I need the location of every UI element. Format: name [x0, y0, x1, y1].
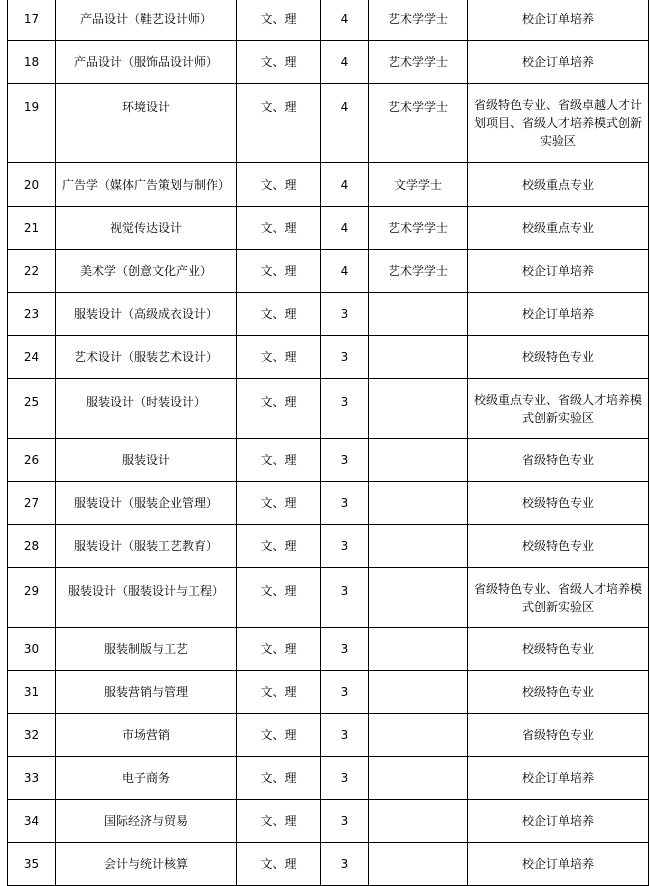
row-number: 17 — [8, 0, 56, 41]
major-name: 美术学（创意文化产业） — [56, 250, 237, 293]
degree-type — [369, 568, 468, 628]
table-row — [8, 163, 649, 207]
major-remarks: 校级特色专业 — [468, 336, 649, 379]
row-number: 35 — [8, 843, 56, 886]
study-years: 3 — [321, 293, 369, 336]
subject-type: 文、理 — [237, 379, 321, 439]
table-row — [8, 671, 649, 714]
major-name: 服装制版与工艺 — [56, 628, 237, 671]
major-name: 服装设计（服装企业管理） — [56, 482, 237, 525]
table-row — [8, 482, 649, 525]
study-years: 3 — [321, 843, 369, 886]
degree-type: 艺术学学士 — [369, 207, 468, 250]
table-row — [8, 568, 649, 628]
major-remarks: 校级特色专业 — [468, 671, 649, 714]
degree-type — [369, 439, 468, 482]
degree-type: 文学学士 — [369, 163, 468, 207]
degree-type — [369, 336, 468, 379]
degree-type: 艺术学学士 — [369, 41, 468, 84]
row-number: 33 — [8, 757, 56, 800]
study-years: 3 — [321, 482, 369, 525]
row-number: 32 — [8, 714, 56, 757]
table-row — [8, 843, 649, 886]
row-number: 20 — [8, 163, 56, 207]
row-number: 18 — [8, 41, 56, 84]
subject-type: 文、理 — [237, 163, 321, 207]
major-remarks: 省级特色专业、省级卓越人才计划项目、省级人才培养模式创新实验区 — [468, 84, 649, 163]
row-number: 21 — [8, 207, 56, 250]
table-row — [8, 379, 649, 439]
study-years: 4 — [321, 207, 369, 250]
subject-type: 文、理 — [237, 0, 321, 41]
table-row — [8, 250, 649, 293]
major-remarks: 省级特色专业、省级人才培养模式创新实验区 — [468, 568, 649, 628]
study-years: 3 — [321, 439, 369, 482]
subject-type: 文、理 — [237, 41, 321, 84]
major-name: 产品设计（鞋艺设计师） — [56, 0, 237, 41]
subject-type: 文、理 — [237, 628, 321, 671]
subject-type: 文、理 — [237, 757, 321, 800]
major-remarks: 校级重点专业 — [468, 163, 649, 207]
major-remarks: 校级特色专业 — [468, 525, 649, 568]
major-name: 广告学（媒体广告策划与制作） — [56, 163, 237, 207]
major-remarks: 校级特色专业 — [468, 482, 649, 525]
degree-type — [369, 628, 468, 671]
major-name: 服装设计（服装设计与工程） — [56, 568, 237, 628]
degree-type — [369, 757, 468, 800]
row-number: 34 — [8, 800, 56, 843]
study-years: 3 — [321, 757, 369, 800]
study-years: 3 — [321, 671, 369, 714]
major-remarks: 校级重点专业 — [468, 207, 649, 250]
degree-type — [369, 800, 468, 843]
major-remarks: 校企订单培养 — [468, 0, 649, 41]
majors-table — [7, 0, 649, 886]
row-number: 23 — [8, 293, 56, 336]
major-name: 艺术设计（服装艺术设计） — [56, 336, 237, 379]
subject-type: 文、理 — [237, 293, 321, 336]
major-name: 产品设计（服饰品设计师） — [56, 41, 237, 84]
subject-type: 文、理 — [237, 84, 321, 163]
major-name: 服装设计（高级成衣设计） — [56, 293, 237, 336]
row-number: 25 — [8, 379, 56, 439]
major-remarks: 省级特色专业 — [468, 439, 649, 482]
table-row — [8, 628, 649, 671]
major-remarks: 校企订单培养 — [468, 757, 649, 800]
subject-type: 文、理 — [237, 714, 321, 757]
degree-type — [369, 671, 468, 714]
table-row — [8, 439, 649, 482]
table-row — [8, 41, 649, 84]
major-name: 服装设计（时装设计） — [56, 379, 237, 439]
study-years: 3 — [321, 525, 369, 568]
major-remarks: 校级特色专业 — [468, 628, 649, 671]
subject-type: 文、理 — [237, 568, 321, 628]
subject-type: 文、理 — [237, 843, 321, 886]
major-remarks: 校企订单培养 — [468, 250, 649, 293]
subject-type: 文、理 — [237, 250, 321, 293]
table-row — [8, 525, 649, 568]
degree-type — [369, 293, 468, 336]
table-row — [8, 336, 649, 379]
study-years: 3 — [321, 800, 369, 843]
table-row — [8, 0, 649, 41]
degree-type — [369, 714, 468, 757]
major-name: 市场营销 — [56, 714, 237, 757]
table-row — [8, 714, 649, 757]
subject-type: 文、理 — [237, 482, 321, 525]
degree-type — [369, 379, 468, 439]
major-name: 会计与统计核算 — [56, 843, 237, 886]
table-row — [8, 84, 649, 163]
major-name: 国际经济与贸易 — [56, 800, 237, 843]
table-row — [8, 293, 649, 336]
degree-type — [369, 482, 468, 525]
major-remarks: 校企订单培养 — [468, 41, 649, 84]
row-number: 28 — [8, 525, 56, 568]
study-years: 3 — [321, 336, 369, 379]
major-name: 环境设计 — [56, 84, 237, 163]
subject-type: 文、理 — [237, 525, 321, 568]
row-number: 24 — [8, 336, 56, 379]
table-row — [8, 207, 649, 250]
major-name: 服装设计 — [56, 439, 237, 482]
table-row — [8, 757, 649, 800]
degree-type: 艺术学学士 — [369, 84, 468, 163]
degree-type: 艺术学学士 — [369, 250, 468, 293]
major-name: 视觉传达设计 — [56, 207, 237, 250]
major-remarks: 省级特色专业 — [468, 714, 649, 757]
major-name: 服装营销与管理 — [56, 671, 237, 714]
major-remarks: 校企订单培养 — [468, 800, 649, 843]
major-remarks: 校企订单培养 — [468, 293, 649, 336]
study-years: 3 — [321, 379, 369, 439]
degree-type — [369, 843, 468, 886]
major-remarks: 校级重点专业、省级人才培养模式创新实验区 — [468, 379, 649, 439]
row-number: 29 — [8, 568, 56, 628]
major-remarks: 校企订单培养 — [468, 843, 649, 886]
row-number: 19 — [8, 84, 56, 163]
major-name: 服装设计（服装工艺教育） — [56, 525, 237, 568]
subject-type: 文、理 — [237, 800, 321, 843]
study-years: 4 — [321, 84, 369, 163]
row-number: 22 — [8, 250, 56, 293]
study-years: 3 — [321, 714, 369, 757]
study-years: 3 — [321, 628, 369, 671]
degree-type — [369, 525, 468, 568]
study-years: 3 — [321, 568, 369, 628]
study-years: 4 — [321, 250, 369, 293]
study-years: 4 — [321, 41, 369, 84]
row-number: 30 — [8, 628, 56, 671]
subject-type: 文、理 — [237, 336, 321, 379]
degree-type: 艺术学学士 — [369, 0, 468, 41]
subject-type: 文、理 — [237, 439, 321, 482]
subject-type: 文、理 — [237, 671, 321, 714]
row-number: 26 — [8, 439, 56, 482]
study-years: 4 — [321, 163, 369, 207]
major-name: 电子商务 — [56, 757, 237, 800]
majors-table-body — [8, 0, 649, 886]
study-years: 4 — [321, 0, 369, 41]
subject-type: 文、理 — [237, 207, 321, 250]
row-number: 31 — [8, 671, 56, 714]
table-row — [8, 800, 649, 843]
row-number: 27 — [8, 482, 56, 525]
